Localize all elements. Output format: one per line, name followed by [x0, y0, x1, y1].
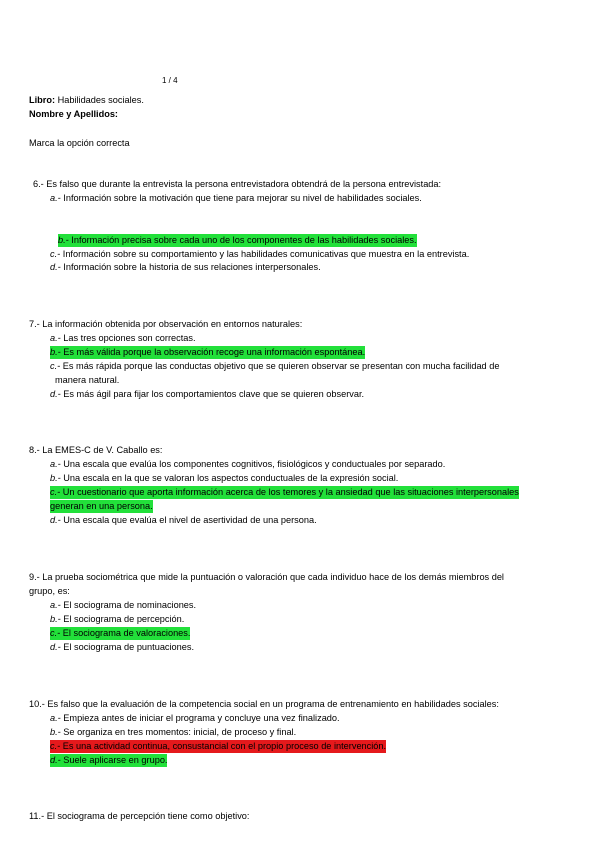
question-9-cont: grupo, es:	[29, 586, 70, 596]
option-letter: b.-	[50, 614, 61, 624]
option-letter: b.-	[50, 727, 61, 737]
option-text: Empieza antes de iniciar el programa y concluye una vez finalizado.	[60, 713, 340, 723]
option-letter: d.-	[50, 389, 61, 399]
book-line	[29, 94, 144, 107]
question-8: 8.- La EMES-C de V. Caballo es:	[29, 445, 163, 455]
option-text: El sociograma de valoraciones.	[60, 628, 191, 638]
question-8-option-b[interactable]	[50, 472, 398, 485]
question-10-option-b[interactable]	[50, 726, 296, 739]
name-label: Nombre y Apellidos:	[29, 109, 118, 119]
question-8-option-d[interactable]	[50, 514, 317, 527]
question-10-option-c[interactable]	[50, 740, 386, 753]
option-text: Se organiza en tres momentos: inicial, de proceso y final.	[60, 727, 297, 737]
question-10: 10.- Es falso que la evaluación de la competencia social en un programa de entrenamiento en habilidades sociales:	[29, 699, 499, 709]
option-letter: d.-	[50, 515, 61, 525]
question-9-option-b[interactable]	[50, 613, 184, 626]
question-8-option-a[interactable]	[50, 458, 445, 471]
option-text: Un cuestionario que aporta información acerca de los temores y la ansiedad que las situaciones interpersonales	[60, 487, 519, 497]
instruction: Marca la opción correcta	[29, 138, 130, 148]
option-text: Información sobre su comportamiento y las habilidades comunicativas que muestra en la entrevista.	[60, 249, 470, 259]
question-9-option-a[interactable]	[50, 599, 196, 612]
question-8-option-c[interactable]	[50, 486, 519, 499]
option-letter: a.-	[50, 193, 61, 203]
question-10-option-d[interactable]	[50, 754, 167, 767]
option-text: El sociograma de percepción.	[60, 614, 185, 624]
option-text: Información sobre la motivación que tiene para mejorar su nivel de habilidades sociales.	[60, 193, 422, 203]
option-text: Es más rápida porque las conductas objetivo que se quieren observar se presentan con mucha facilidad de	[60, 361, 500, 371]
question-7-option-d[interactable]	[50, 388, 364, 401]
option-text: Las tres opciones son correctas.	[60, 333, 196, 343]
option-letter: c.-	[50, 249, 61, 259]
option-letter: c.-	[50, 628, 61, 638]
option-letter: a.-	[50, 713, 61, 723]
question-7-option-c-cont: manera natural.	[55, 375, 120, 385]
option-text: Es más válida porque la observación recoge una información espontánea.	[60, 347, 366, 357]
option-letter: b.-	[50, 473, 61, 483]
option-text: Una escala que evalúa el nivel de asertividad de una persona.	[60, 515, 317, 525]
option-text: El sociograma de nominaciones.	[60, 600, 197, 610]
book-label: Libro:	[29, 95, 56, 105]
question-9-option-d[interactable]	[50, 641, 194, 654]
option-letter: c.-	[50, 361, 61, 371]
question-7-option-a[interactable]	[50, 332, 196, 345]
option-letter: b.-	[50, 347, 61, 357]
option-letter: b.-	[58, 235, 69, 245]
option-text: Es más ágil para fijar los comportamientos clave que se quieren observar.	[60, 389, 365, 399]
question-6-option-d[interactable]	[50, 261, 321, 274]
option-text: Una escala que evalúa los componentes cognitivos, fisiológicos y conductuales por separado.	[60, 459, 446, 469]
option-text: Una escala en la que se valoran los aspectos conductuales de la expresión social.	[60, 473, 399, 483]
option-letter: c.-	[50, 741, 61, 751]
question-7-option-c[interactable]	[50, 360, 499, 373]
option-letter: a.-	[50, 333, 61, 343]
option-letter: a.-	[50, 600, 61, 610]
question-9-option-c[interactable]	[50, 627, 190, 640]
question-6-option-b[interactable]	[58, 234, 417, 247]
page-number: 1 / 4	[162, 76, 178, 85]
option-letter: d.-	[50, 262, 61, 272]
option-text: Es una actividad continua, consustancial con el propio proceso de intervención.	[60, 741, 387, 751]
question-10-option-a[interactable]	[50, 712, 340, 725]
question-9: 9.- La prueba sociométrica que mide la puntuación o valoración que cada individuo hace de los demás miembros del	[29, 572, 504, 582]
option-letter: c.-	[50, 487, 61, 497]
option-text: Información precisa sobre cada uno de los componentes de las habilidades sociales.	[68, 235, 417, 245]
option-letter: a.-	[50, 459, 61, 469]
question-6-option-c[interactable]	[50, 248, 469, 261]
question-7: 7.- La información obtenida por observación en entornos naturales:	[29, 319, 303, 329]
book-value: Habilidades sociales.	[57, 95, 144, 105]
option-letter: d.-	[50, 755, 61, 765]
question-7-option-b[interactable]	[50, 346, 365, 359]
question-8-option-c-cont: generan en una persona.	[50, 501, 153, 511]
option-text: Suele aplicarse en grupo.	[60, 755, 168, 765]
question-6-option-a[interactable]	[50, 192, 422, 205]
option-text: Información sobre la historia de sus relaciones interpersonales.	[60, 262, 321, 272]
question-11: 11.- El sociograma de percepción tiene como objetivo:	[29, 811, 250, 821]
question-6: 6.- Es falso que durante la entrevista la persona entrevistadora obtendrá de la persona entrevistada:	[33, 179, 442, 189]
option-letter: d.-	[50, 642, 61, 652]
option-text: El sociograma de puntuaciones.	[60, 642, 195, 652]
